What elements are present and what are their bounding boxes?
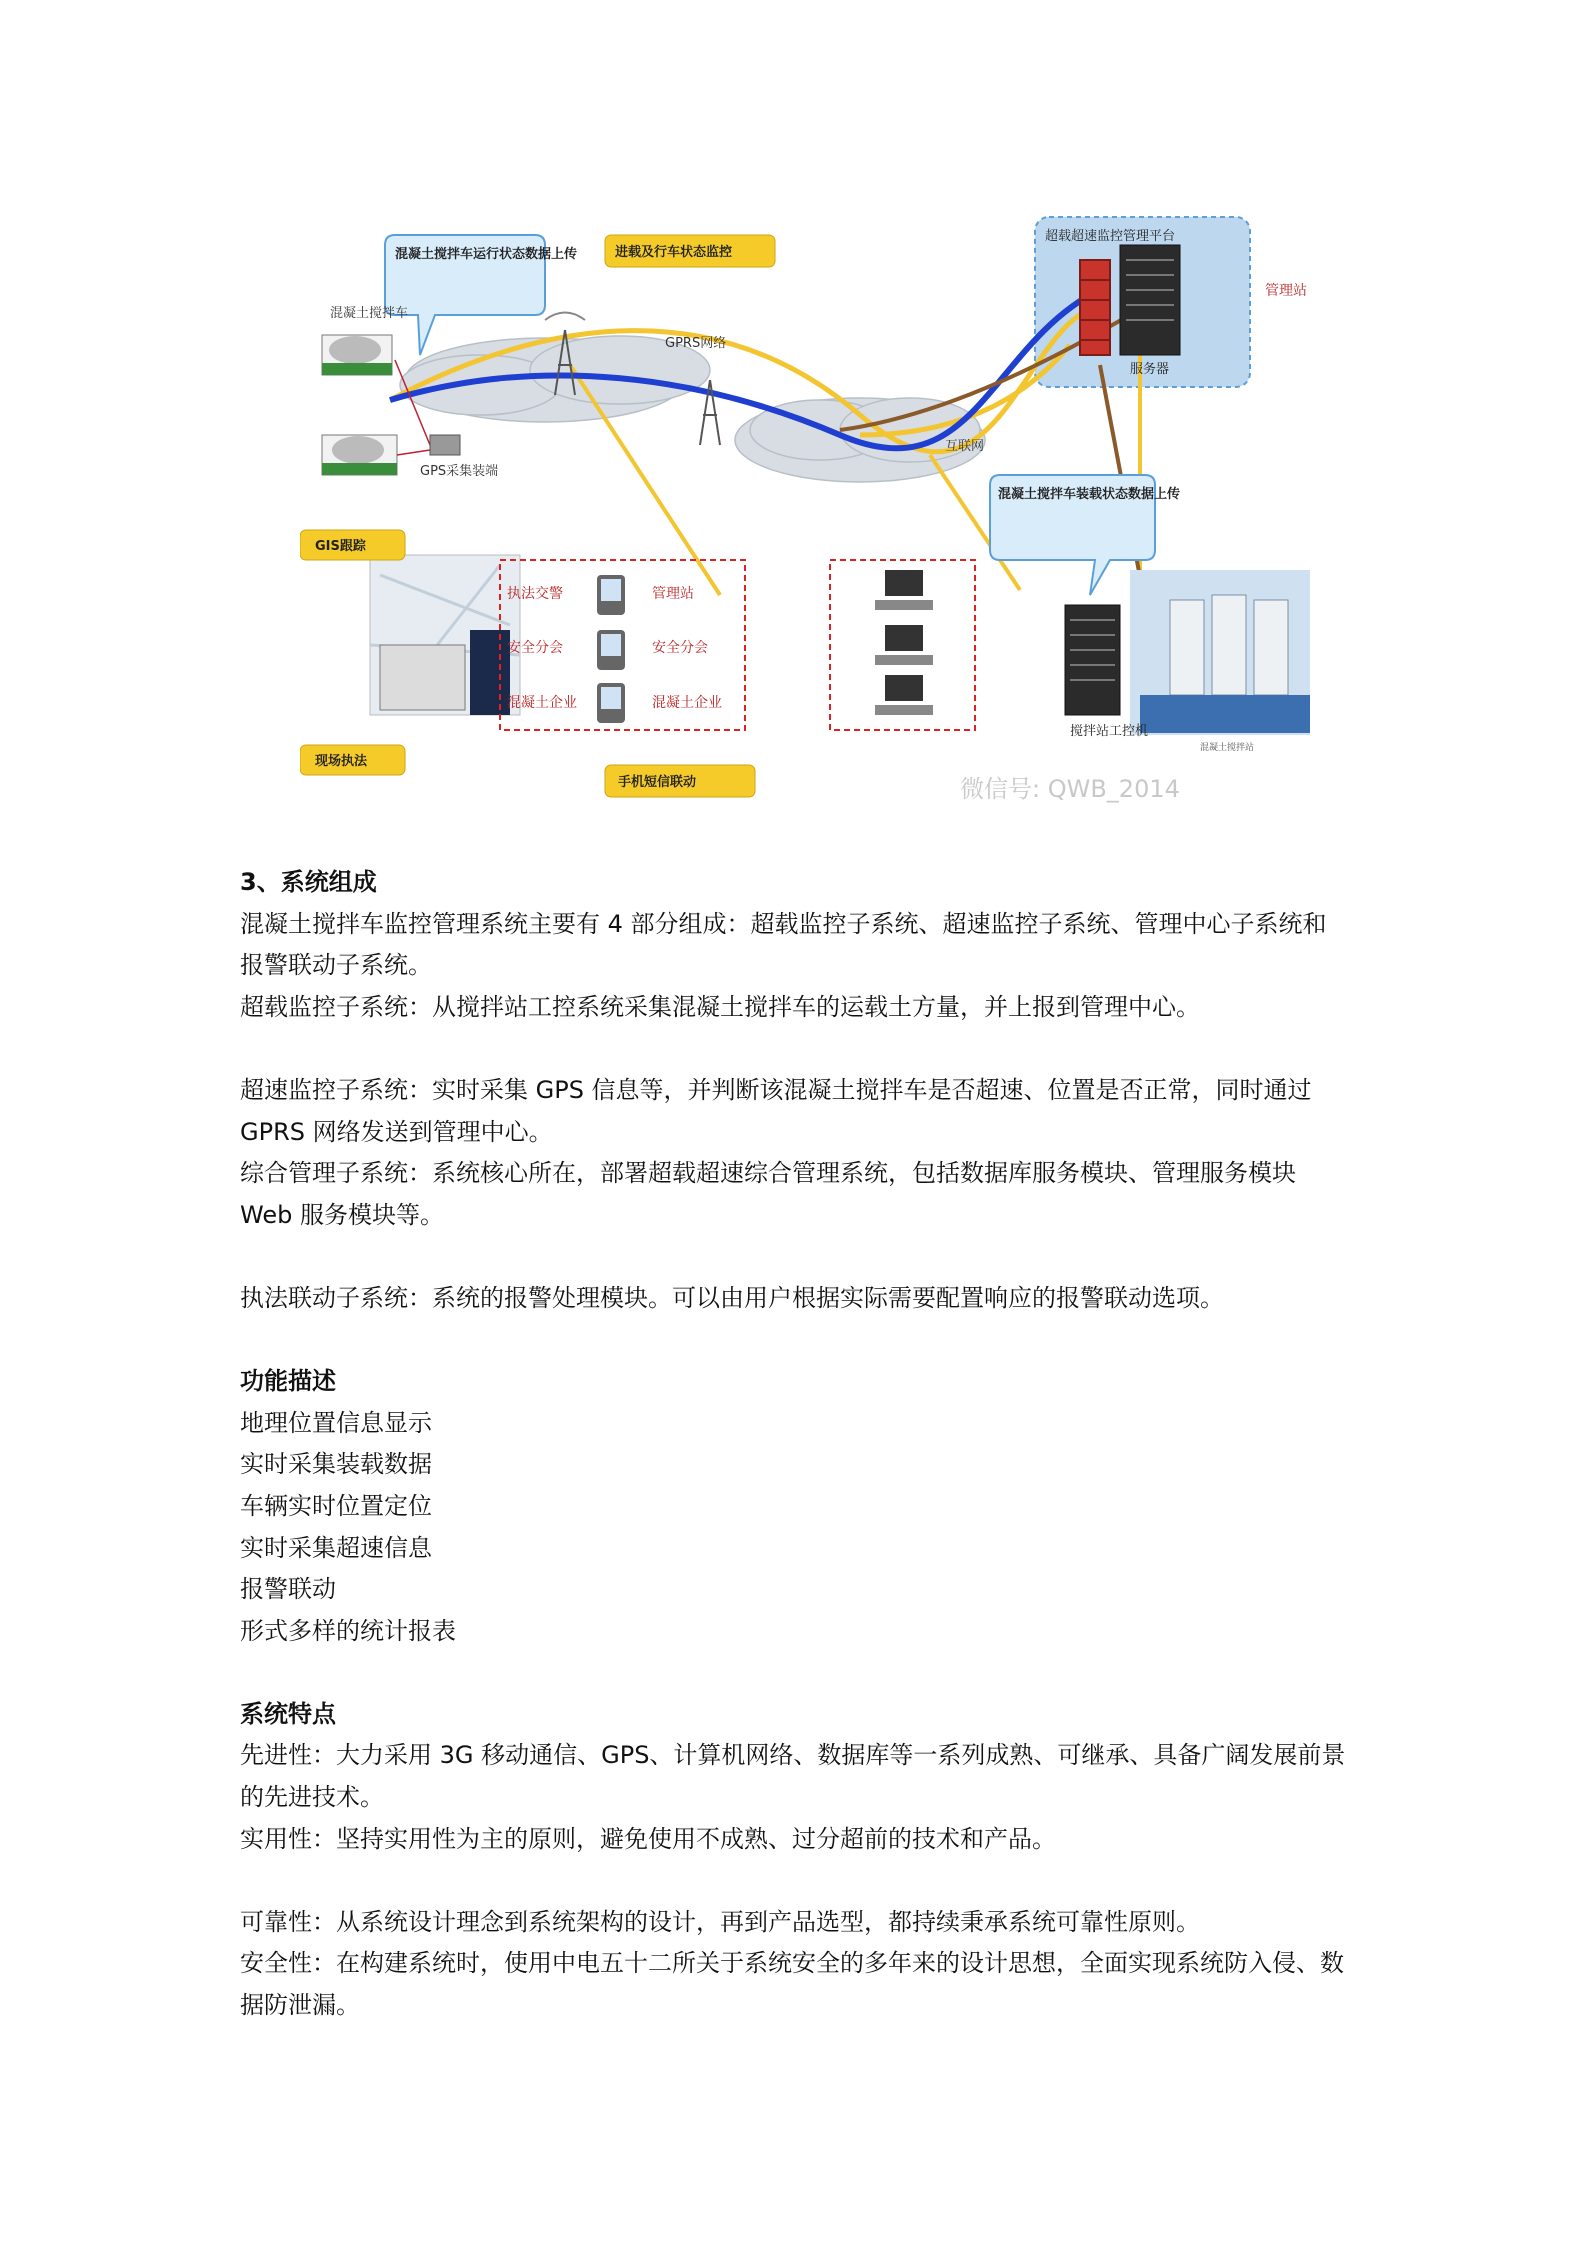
paragraph: 执法联动子系统：系统的报警处理模块。可以由用户根据实际需要配置响应的报警联动选项。 (240, 1283, 1224, 1312)
phone-icon (597, 630, 625, 670)
system-architecture-diagram (300, 205, 1340, 830)
svg-text:手机短信联动: 手机短信联动 (618, 775, 697, 790)
batching-plant-photo (1130, 570, 1310, 735)
svg-text:混凝土搅拌车装载状态数据上传: 混凝土搅拌车装载状态数据上传 (998, 487, 1181, 502)
paragraph: 安全性：在构建系统时，使用中电五十二所关于系统安全的多年来的设计思想，全面实现系统防入侵、数据防泄漏。 (240, 1949, 1344, 2020)
phone-group-label: 执法交警 (507, 586, 563, 602)
feature-item: 形式多样的统计报表 (240, 1616, 456, 1645)
station-pc-label: 搅拌站工控机 (1070, 724, 1149, 739)
mixer-truck-icon (322, 435, 397, 475)
paragraph: 超速监控子系统：实时采集 GPS 信息等，并判断该混凝土搅拌车是否超速、位置是否正常，同时通过 GPRS 网络发送到管理中心。 (240, 1075, 1312, 1146)
gps-terminal-icon (430, 435, 460, 455)
feature-item: 实时采集超速信息 (240, 1533, 432, 1562)
platform-title: 超载超速监控管理平台 (1045, 229, 1176, 244)
feature-item: 车辆实时位置定位 (240, 1491, 432, 1520)
feature-item: 实时采集装载数据 (240, 1450, 432, 1479)
watermark: 微信号: QWB_2014 (960, 775, 1180, 803)
gprs-cloud (400, 336, 710, 422)
internet-label: 互联网 (945, 439, 985, 454)
pc-group-label: 安全分会 (652, 640, 708, 656)
phone-group-label: 安全分会 (507, 640, 563, 656)
pc-group-label: 管理站 (652, 586, 694, 602)
gprs-network-label: GPRS网络 (665, 336, 727, 351)
svg-text:现场执法: 现场执法 (315, 754, 368, 769)
paragraph: 先进性：大力采用 3G 移动通信、GPS、计算机网络、数据库等一系列成熟、可继承、具备广阔发展前景的先进技术。 (240, 1741, 1346, 1812)
svg-text:混凝土搅拌车运行状态数据上传: 混凝土搅拌车运行状态数据上传 (395, 247, 578, 262)
section-title: 3、系统组成 (240, 868, 377, 896)
callout-sms (605, 765, 755, 797)
traits-title: 系统特点 (240, 1699, 336, 1728)
feature-item: 地理位置信息显示 (240, 1408, 432, 1437)
gis-photo (370, 555, 520, 715)
callout-gis (300, 530, 405, 560)
svg-text:GIS跟踪: GIS跟踪 (315, 539, 366, 554)
svg-text:进载及行车状态监控: 进载及行车状态监控 (615, 245, 733, 260)
paragraph: 可靠性：从系统设计理念到系统架构的设计，再到产品选型，都持续秉承系统可靠性原则。 (240, 1907, 1200, 1936)
callout-onsite (300, 745, 405, 775)
server-icon (1120, 245, 1180, 355)
article-body (240, 862, 1350, 2027)
features-title: 功能描述 (240, 1367, 336, 1396)
mixer-truck-icon (322, 335, 392, 375)
phone-group-label: 混凝土企业 (507, 695, 577, 711)
paragraph: 混凝土搅拌车监控管理系统主要有 4 部分组成：超载监控子系统、超速监控子系统、管理中心子系统和报警联动子系统。 (240, 909, 1327, 980)
phone-icon (597, 575, 625, 615)
callout-overload-monitor (605, 235, 775, 267)
server-label: 服务器 (1130, 362, 1170, 377)
station-server-icon (1065, 605, 1120, 715)
plant-caption: 混凝土搅拌站 (1200, 743, 1255, 753)
phone-icon (597, 683, 625, 723)
paragraph: 超载监控子系统：从搅拌站工控系统采集混凝土搅拌车的运载土方量，并上报到管理中心。 (240, 992, 1200, 1021)
paragraph: 综合管理子系统：系统核心所在，部署超载超速综合管理系统，包括数据库服务模块、管理服务模块 Web 服务模块等。 (240, 1159, 1296, 1229)
computer-icon (875, 625, 933, 665)
mixer-truck-label: 混凝土搅拌车 (330, 306, 409, 321)
computer-icon (875, 675, 933, 715)
management-station-label: 管理站 (1265, 283, 1307, 299)
computer-icon (875, 570, 933, 610)
gps-terminal-label: GPS采集装端 (420, 464, 499, 479)
feature-item: 报警联动 (240, 1575, 336, 1604)
firewall-icon (1080, 260, 1110, 355)
paragraph: 实用性：坚持实用性为主的原则，避免使用不成熟、过分超前的技术和产品。 (240, 1824, 1056, 1853)
callout-truck-upload (385, 235, 577, 355)
pc-group-label: 混凝土企业 (652, 695, 722, 711)
